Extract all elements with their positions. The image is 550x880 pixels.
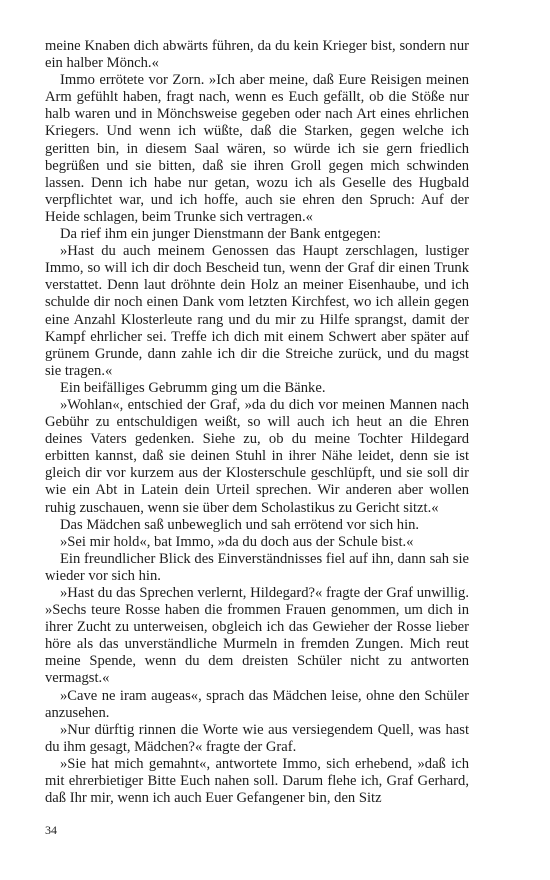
paragraph: Ein freundlicher Blick des Einverständnisses fiel auf ihn, dann sah sie wieder vor sich hin. <box>45 550 469 584</box>
paragraph: Das Mädchen saß unbeweglich und sah errötend vor sich hin. <box>60 516 420 533</box>
page-number: 34 <box>45 823 57 837</box>
paragraph: »Sie hat mich gemahnt«, antwortete Immo, sich erhebend, »daß ich mit ehrerbietiger Bitte Euch nahen soll. Darum flehe ich, Graf Gerhard, daß Ihr mir, wenn ich auch Euer Gefangener bin, den Sitz <box>45 755 469 807</box>
paragraph: »Wohlan«, entschied der Graf, »da du dich vor meinen Mannen nach Gebühr zu entschuldigen weißt, so will auch ich heut an die Ehren deines Vaters gedenken. Siehe zu, ob du meine Tochter Hildegard erbitten kannst, daß sie deinen Stuhl in ihrer Nähe leidet, denn sie ist gleich dir vor kurzem aus der Klosterschule geschlüpft, und sie soll dir wie ein Abt in Latein dein Urteil sprechen. Wir anderen aber wollen ruhig zuschauen, wenn sie über dem Scholastikus zu Gericht sitzt.« <box>45 396 469 516</box>
paragraph: Ein beifälliges Gebrumm ging um die Bänke. <box>60 379 326 396</box>
paragraph: Da rief ihm ein junger Dienstmann der Bank entgegen: <box>60 226 381 243</box>
page-text <box>45 38 469 807</box>
paragraph: »Hast du das Sprechen verlernt, Hildegard?« fragte der Graf unwillig. »Sechs teure Rosse haben die frommen Frauen genommen, um dich in ihrer Zucht zu unterweisen, obgleich ich das Gewieher der Rosse lieber höre als das unverständliche Murmeln in fremden Zungen. Mich reut meine Spende, wenn du dem dreisten Schüler nicht zu antworten vermagst.« <box>45 585 469 687</box>
paragraph: Immo errötete vor Zorn. »Ich aber meine, daß Eure Reisigen meinen Arm gefühlt haben, fragt nach, wenn es Euch gefällt, ob die Stöße nur halb waren und in Mönchsweise gegeben oder nach Art eines ehrlichen Kriegers. Und wenn ich wüßte, daß die Starken, gegen welche ich geritten bin, in diesem Saal wären, so würde ich sie gern friedlich begrüßen und sie bitten, daß sie ihren Groll gegen mich schwinden lassen. Denn ich habe nur getan, wozu ich als Geselle des Hugbald verpflichtet war, und ich hoffe, auch sie ehren den Spruch: Auf der Heide schlagen, beim Trunke sich vertragen.« <box>45 72 469 225</box>
paragraph: »Nur dürftig rinnen die Worte wie aus versiegendem Quell, was hast du ihm gesagt, Mädchen?« fragte der Graf. <box>45 721 469 755</box>
paragraph: meine Knaben dich abwärts führen, da du kein Krieger bist, sondern nur ein halber Mönch.« <box>45 38 469 72</box>
paragraph: »Hast du auch meinem Genossen das Haupt zerschlagen, lustiger Immo, so will ich dir doch Bescheid tun, wenn der Graf dir einen Trunk verstattet. Denn laut dröhnte dein Holz an meiner Eisenhaube, und ich schulde dir noch einen Dank vom letzten Kirchfest, wo ich allein gegen eine Anzahl Klosterleute rang und du mir zu Hilfe sprangst, damit der Kampf ehrlicher sei. Treffe ich dich mit einem Schwert aber später auf grünem Grunde, dann zahle ich dir die Streiche zurück, und du magst sie tragen.« <box>45 243 469 379</box>
paragraph: »Sei mir hold«, bat Immo, »da du doch aus der Schule bist.« <box>60 533 414 550</box>
paragraph: »Cave ne iram augeas«, sprach das Mädchen leise, ohne den Schüler anzusehen. <box>45 687 469 721</box>
